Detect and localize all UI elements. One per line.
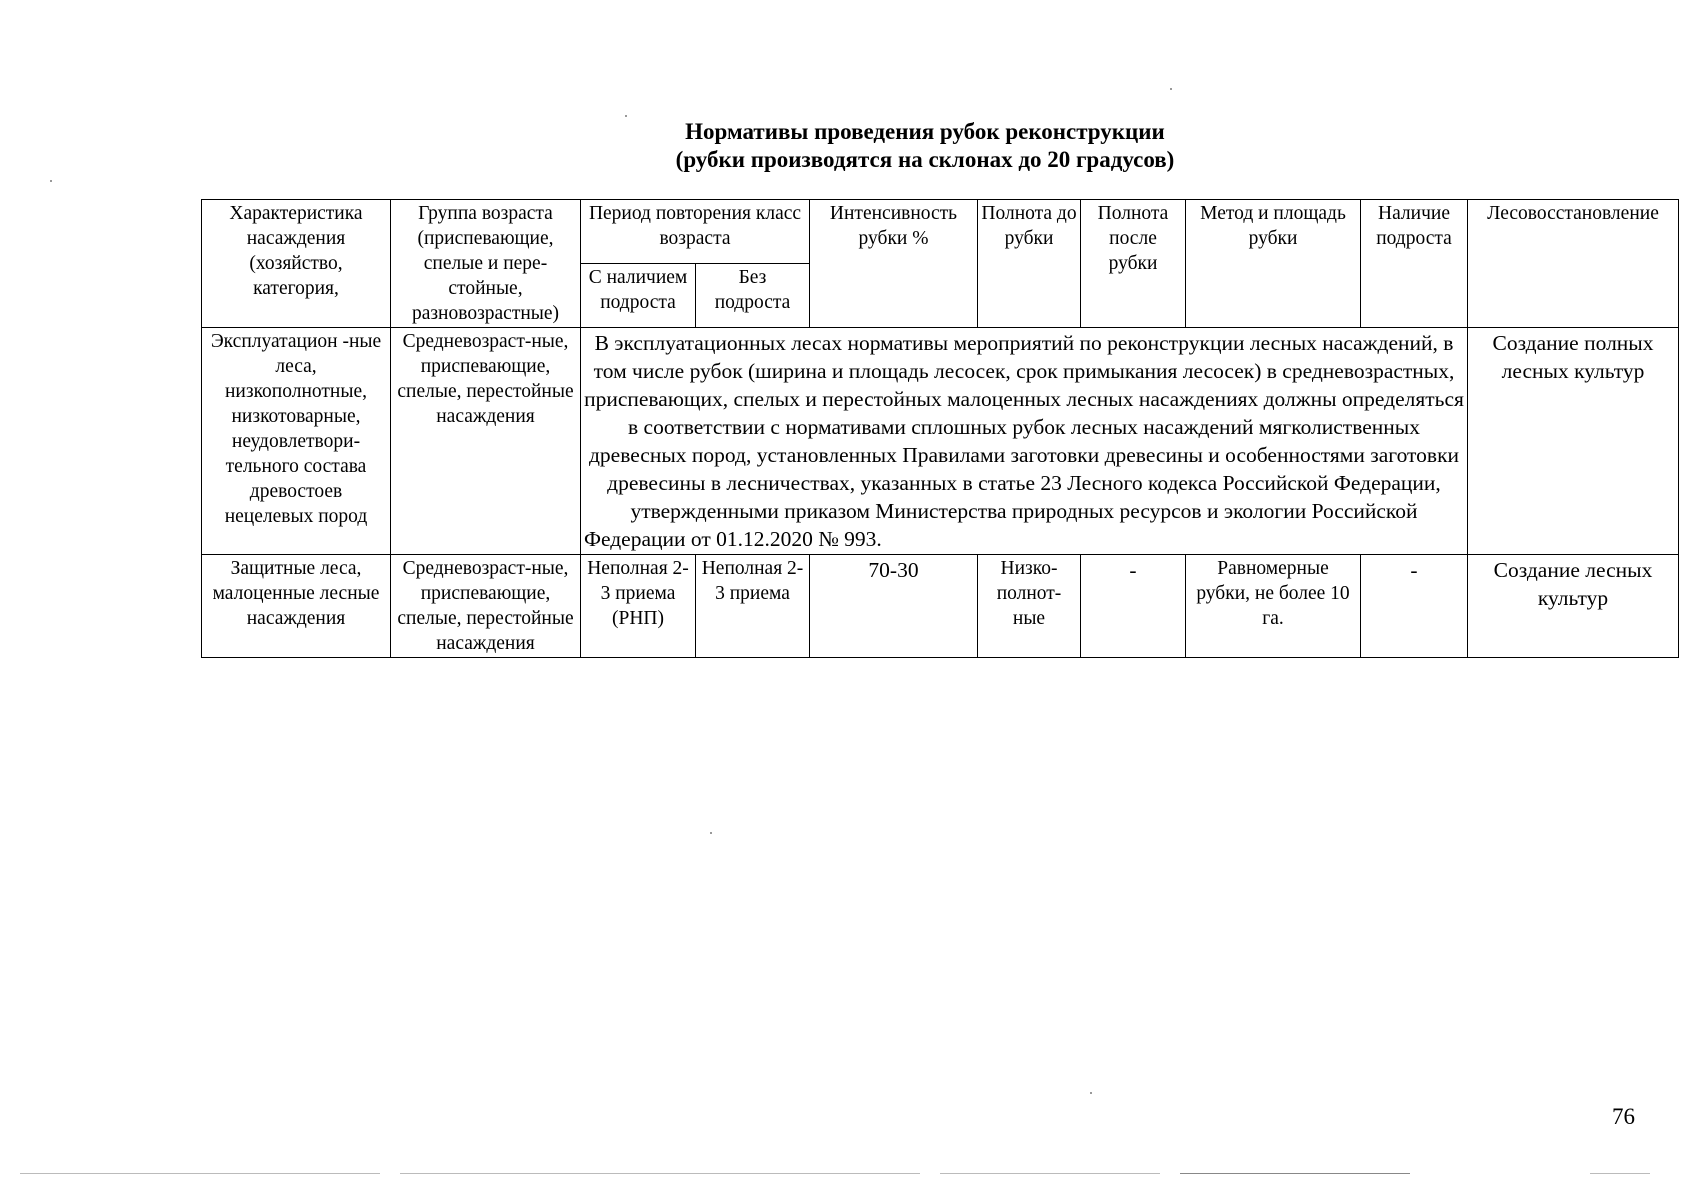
header-reforestation: Лесовосстановление — [1468, 200, 1679, 328]
cell-age-group: Средневозраст-ные, приспевающие, спелые, перестойные насаждения — [391, 555, 581, 658]
cell-period-without-undergrowth: Неполная 2-3 приема — [696, 555, 810, 658]
cell-density-before: Низко-полнот-ные — [978, 555, 1081, 658]
header-density-after: Полнота после рубки — [1081, 200, 1186, 328]
header-characteristic: Характеристика насаждения (хозяйство, категория, — [202, 200, 391, 328]
cell-density-after: - — [1081, 555, 1186, 658]
scan-dot — [50, 180, 52, 182]
scan-dot — [1090, 1092, 1092, 1094]
header-period: Период повторения класс возраста — [581, 200, 810, 264]
scan-dot — [710, 832, 712, 834]
scan-line — [940, 1173, 1160, 1174]
scan-dot — [1170, 88, 1172, 90]
header-row — [202, 200, 1679, 264]
cell-method: Равномерные рубки, не более 10 га. — [1186, 555, 1361, 658]
page-number: 76 — [1612, 1104, 1635, 1129]
cell-intensity: 70-30 — [810, 555, 978, 658]
title-line-1: Нормативы проведения рубок реконструкции — [685, 119, 1165, 144]
cell-merged-text: В эксплуатационных лесах нормативы мероприятий по реконструкции лесных насаждений, в том числе рубок (ширина и площадь лесосек, срок примыкания лесосек) в средневозрастных, приспевающих, спелых и перестойных малоценных лесных насаждениях должны определяться в соответствии с нормативами сплошных рубок лесных насаждений мягколиственных древесных пород, установленных Правилами заготовки древесины и особенностями заготовки древесины в лесничествах, указанных в статье 23 Лесного кодекса Российской Федерации, утвержденными приказом Министерства природных ресурсов и экологии Российской Федерации от 01.12.2020 № 993. — [581, 328, 1468, 555]
table-row — [202, 328, 1679, 555]
scan-line — [400, 1173, 920, 1174]
header-method: Метод и площадь рубки — [1186, 200, 1361, 328]
cell-reforestation: Создание полных лесных культур — [1468, 328, 1679, 555]
header-age-group: Группа возраста (приспевающие, спелые и пере-стойные, разновозрастные) — [391, 200, 581, 328]
header-density-before: Полнота до рубки — [978, 200, 1081, 328]
page-title — [0, 118, 1698, 174]
scan-dot — [625, 115, 627, 117]
header-intensity: Интенсивность рубки % — [810, 200, 978, 328]
cell-undergrowth: - — [1361, 555, 1468, 658]
scan-line — [1180, 1173, 1410, 1174]
norms-table — [201, 199, 1679, 658]
cell-period-with-undergrowth: Неполная 2-3 приема (РНП) — [581, 555, 696, 658]
cell-reforestation: Создание лесных культур — [1468, 555, 1679, 658]
cell-characteristic: Эксплуатацион -ные леса, низкополнотные, низкотоварные, неудовлетвори-тельного состава древостоев нецелевых пород — [202, 328, 391, 555]
header-period-without-undergrowth: Без подроста — [696, 264, 810, 328]
header-undergrowth: Наличие подроста — [1361, 200, 1468, 328]
scan-line — [20, 1173, 380, 1174]
title-line-2: (рубки производятся на склонах до 20 градусов) — [675, 147, 1175, 172]
header-period-with-undergrowth: С наличием подроста — [581, 264, 696, 328]
cell-age-group: Средневозраст-ные, приспевающие, спелые, перестойные насаждения — [391, 328, 581, 555]
cell-characteristic: Защитные леса, малоценные лесные насаждения — [202, 555, 391, 658]
scan-line — [1590, 1173, 1650, 1174]
table-row — [202, 555, 1679, 658]
